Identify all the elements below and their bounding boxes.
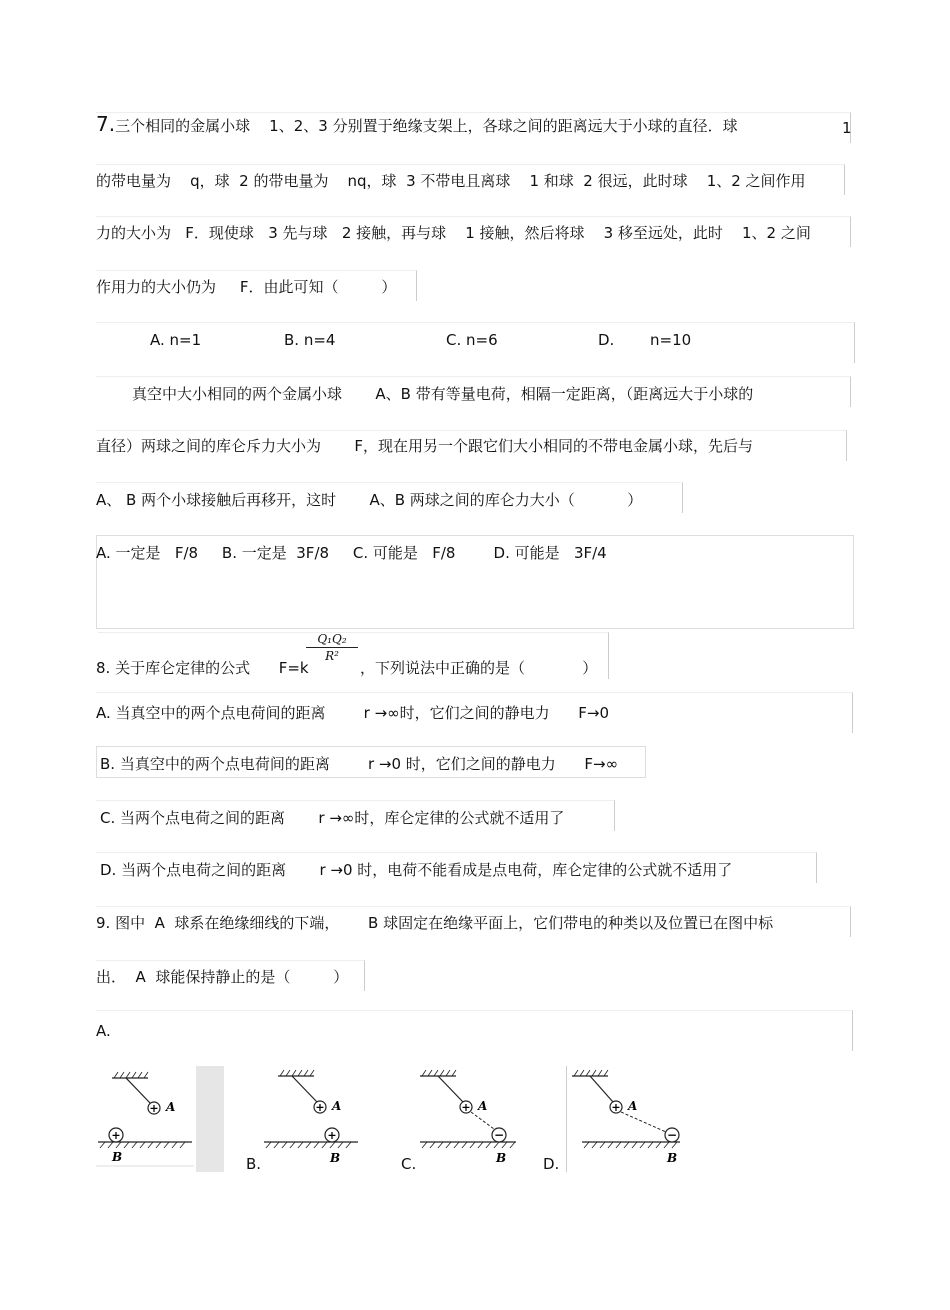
q9-label-d: D. — [543, 1155, 560, 1173]
q7-option-d: D. — [598, 331, 615, 349]
figure-separator — [196, 1066, 224, 1172]
q7-number: 7. — [96, 112, 116, 136]
thread — [126, 1078, 151, 1104]
ball-a-charge-plus: + — [461, 1101, 471, 1114]
thread — [438, 1076, 463, 1102]
qx-line3: A、 B 两个小球接触后再移开，这时 A、B 两球之间的库仑力大小（ ） — [96, 491, 643, 509]
q7-option-c: C. n=6 — [446, 331, 498, 349]
diagram-c — [416, 1066, 526, 1170]
ball-b-charge-minus: − — [493, 1128, 505, 1142]
q8-stem-before: 8. 关于库仑定律的公式 F=k — [96, 659, 309, 677]
ball-a-charge-plus: + — [149, 1102, 159, 1115]
coulomb-formula — [306, 632, 358, 663]
q7-option-d-value: n=10 — [650, 331, 692, 349]
diagram-d — [568, 1066, 688, 1170]
ceiling-hatch — [574, 1070, 608, 1076]
q7-line1 — [96, 114, 738, 136]
qx-line1: 真空中大小相同的两个金属小球 A、B 带有等量电荷，相隔一定距离，（距离远大于小球的 — [132, 385, 754, 403]
q8-stem-after: ，下列说法中正确的是（ ） — [360, 659, 598, 677]
q8-option-b: B. 当真空中的两个点电荷间的距离 r →0 时，它们之间的静电力 F→∞ — [100, 755, 619, 773]
ceiling-hatch — [422, 1070, 456, 1076]
q9-label-c: C. — [401, 1155, 417, 1173]
diagram-b — [262, 1066, 362, 1170]
ball-a-label: A — [332, 1099, 342, 1113]
ball-b-label: B — [667, 1151, 678, 1165]
ball-a-label: A — [166, 1100, 176, 1114]
ball-b-label: B — [112, 1150, 123, 1164]
q7-option-b: B. n=4 — [284, 331, 336, 349]
ground-hatch — [266, 1142, 351, 1148]
thread — [590, 1076, 613, 1102]
q7-line4: 作用力的大小仍为 F．由此可知（ ） — [96, 278, 397, 296]
qx-line2: 直径）两球之间的库仑斥力大小为 F，现在用另一个跟它们大小相同的不带电金属小球，先后与 — [96, 437, 754, 455]
dashed-line — [471, 1112, 494, 1129]
q8-option-d: D. 当两个点电荷之间的距离 r →0 时，电荷不能看成是点电荷，库仑定律的公式就不适用了 — [100, 861, 733, 879]
q9-line2: 出． A 球能保持静止的是（ ） — [96, 968, 349, 986]
ground-hatch — [422, 1142, 515, 1148]
ball-b-charge-plus: + — [327, 1129, 337, 1142]
ball-a-charge-plus: + — [315, 1101, 325, 1114]
ball-b-label: B — [330, 1151, 341, 1165]
q8-option-c: C. 当两个点电荷之间的距离 r →∞时，库仑定律的公式就不适用了 — [100, 809, 565, 827]
formula-denominator: R² — [325, 649, 339, 663]
ball-b-charge-minus: − — [666, 1128, 678, 1142]
diagram-a — [96, 1066, 196, 1170]
q7-line3: 力的大小为 F．现使球 3 先与球 2 接触，再与球 1 接触，然后将球 3 移至远处，此时 1、2 之间 — [96, 224, 811, 242]
ball-a-label: A — [478, 1099, 488, 1113]
ceiling-hatch — [114, 1072, 148, 1078]
ball-b-charge-plus: + — [111, 1129, 121, 1142]
formula-bar — [306, 647, 358, 648]
qx-options: A. 一定是 F/8 B. 一定是 3F/8 C. 可能是 F/8 D. 可能是 3F/4 — [96, 544, 607, 562]
ceiling-hatch — [280, 1070, 314, 1076]
q7-option-a: A. n=1 — [150, 331, 202, 349]
ball-a-label: A — [628, 1099, 638, 1113]
q8-option-a: A. 当真空中的两个点电荷间的距离 r →∞时，它们之间的静电力 F→0 — [96, 704, 610, 722]
q9-label-b: B. — [246, 1155, 262, 1173]
ball-b-label: B — [496, 1151, 507, 1165]
q9-label-a: A. — [96, 1022, 111, 1040]
q7-line2: 的带电量为 q，球 2 的带电量为 nq，球 3 不带电且离球 1 和球 2 很远，此时球 1、2 之间作用 — [96, 172, 806, 190]
q9-line1: 9. 图中 A 球系在绝缘细线的下端， B 球固定在绝缘平面上，它们带电的种类以及位置已在图中标 — [96, 914, 774, 932]
dashed-line — [621, 1112, 666, 1132]
thread — [292, 1076, 317, 1102]
figure-divider — [566, 1066, 567, 1172]
formula-numerator: Q₁Q₂ — [317, 632, 347, 646]
q7-line1-text: 三个相同的金属小球 1、2、3 分别置于绝缘支架上，各球之间的距离远大于小球的直径．球 — [115, 117, 738, 135]
ground-hatch — [100, 1142, 185, 1148]
q9-label-a-box — [96, 1010, 853, 1051]
ground-hatch — [584, 1142, 677, 1148]
q7-line1-end: 1 — [842, 119, 852, 137]
ball-a-charge-plus: + — [611, 1101, 621, 1114]
